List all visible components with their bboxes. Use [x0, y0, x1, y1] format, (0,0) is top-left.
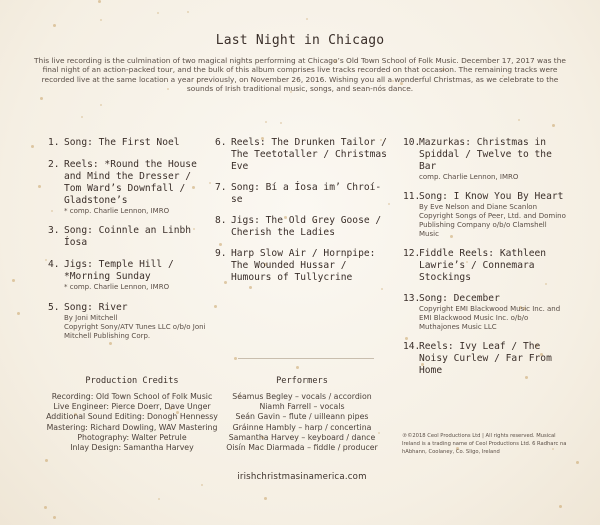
performer-line: Gráinne Hambly – harp / concertina [232, 422, 372, 432]
credit-line: Live Engineer: Pierce Doerr, Dave Unger [53, 402, 211, 412]
sparkle-dot [559, 505, 562, 508]
track-item [215, 137, 390, 173]
sparkle-dot [209, 182, 211, 184]
track-item [215, 248, 390, 284]
track-title: Jigs: Temple Hill / *Morning Sunday [64, 259, 174, 282]
track-note: Copyright EMI Blackwood Music Inc. and EMI Blackwood Music Inc. o/b/o Muthajones Music LLC [419, 305, 561, 331]
sparkle-dot [552, 124, 555, 127]
sparkle-dot [100, 104, 102, 106]
track-note: * comp. Charlie Lennon, IMRO [64, 207, 170, 215]
sparkle-dot [187, 11, 189, 13]
sparkle-dot [98, 0, 101, 3]
performer-line: Oisín Mac Diarmada – fiddle / producer [226, 443, 378, 453]
intro-paragraph: This live recording is the culmination of two magical nights performing at Chicago’s Old Town School of Folk Music. December 17, 2017 was the final night of an action-packed tour, and the bulk of this album comprises live tracks recorded on that occasion. The remaining tracks were recorded live at the same location a year previously, on November 26, 2016. Wishing you all a wonderful Christmas, as we celebrate to the sounds of Irish traditional music, songs, and sean-nós dance. [34, 56, 566, 94]
track-item [403, 341, 568, 377]
credit-line: Recording: Old Town School of Folk Music [51, 392, 213, 401]
credit-line: Mastering: Richard Dowling, WAV Mastering [46, 422, 218, 432]
track-note: By Joni Mitchell Copyright Sony/ATV Tunes LLC o/b/o Joni Mitchell Publishing Corp. [64, 314, 206, 340]
production-credits-heading: Production Credits [85, 376, 179, 386]
track-item [48, 137, 208, 149]
track-title: Song: The First Noel [64, 137, 180, 148]
track-title: Song: I Know You By Heart [419, 191, 564, 202]
sparkle-dot [53, 24, 56, 27]
track-item [48, 225, 208, 249]
sparkle-dot [81, 116, 83, 118]
track-title: Song: December [419, 293, 500, 304]
track-title: Reels: *Round the House and Mind the Dresser / Tom Ward’s Downfall / Gladstone’s [64, 159, 197, 206]
track-note: By Eve Nelson and Diane Scanlon Copyright Songs of Peer, Ltd. and Domino Publishing Company o/b/o Clamshell Music [419, 203, 566, 238]
track-title: Mazurkas: Christmas in Spiddal / Twelve to the Bar [419, 137, 552, 172]
sparkle-dot [31, 145, 34, 148]
track-title: Harp Slow Air / Hornpipe: The Wounded Hussar / Humours of Tullycrine [231, 248, 376, 283]
track-note: comp. Charlie Lennon, IMRO [419, 173, 519, 181]
track-note: * comp. Charlie Lennon, IMRO [64, 283, 170, 291]
sparkle-dot [158, 498, 160, 500]
track-title: Reels: Ivy Leaf / The Noisy Curlew / Far From Home [419, 341, 552, 376]
sparkle-dot [44, 506, 47, 509]
section-divider [238, 358, 374, 359]
tracklist-column-3 [403, 137, 568, 386]
album-title: Last Night in Chicago [215, 33, 385, 48]
track-number: 9. [215, 248, 227, 259]
track-item [48, 259, 208, 292]
track-item [403, 137, 568, 182]
sparkle-dot [306, 18, 308, 20]
sparkle-dot [201, 484, 203, 486]
sparkle-dot [45, 259, 47, 261]
sparkle-dot [40, 97, 43, 100]
sparkle-dot [518, 119, 520, 121]
sparkle-dot [265, 121, 267, 123]
track-title: Reels: The Drunken Tailor / The Teetotaller / Christmas Eve [231, 137, 387, 172]
track-number: 12. [403, 248, 421, 259]
track-number: 3. [48, 225, 60, 236]
sparkle-dot [12, 279, 15, 282]
credit-line: Photography: Walter Petrule [77, 432, 187, 442]
sparkle-dot [38, 185, 41, 188]
track-number: 14. [403, 341, 421, 352]
track-number: 10. [403, 137, 421, 148]
track-number: 11. [403, 191, 421, 202]
sparkle-dot [157, 12, 159, 14]
track-number: 7. [215, 182, 227, 193]
performers-heading: Performers [276, 376, 328, 386]
sparkle-dot [264, 497, 267, 500]
sparkle-dot [296, 366, 299, 369]
track-number: 8. [215, 215, 227, 226]
track-title: Song: Coinnle an Linbh Íosa [64, 225, 192, 248]
track-item [215, 182, 390, 206]
performers-list [222, 376, 382, 453]
performer-line: Samantha Harvey – keyboard / dance [228, 432, 376, 442]
credit-line: Inlay Design: Samantha Harvey [70, 443, 194, 453]
sparkle-dot [17, 312, 20, 315]
track-number: 1. [48, 137, 60, 148]
sparkle-dot [280, 122, 282, 124]
website-url: irishchristmasinamerica.com [237, 472, 367, 482]
copyright-notice: ℗©2018 Ceol Productions Ltd | All rights reserved. Musical Ireland is a trading name of Ceol Productions Ltd. 6 Radharc na hAbhann, Coolaney, Co. Sligo, Ireland [402, 433, 567, 455]
track-number: 4. [48, 259, 60, 270]
sparkle-dot [576, 461, 579, 464]
track-number: 5. [48, 302, 60, 313]
track-item [48, 302, 208, 341]
production-credits [28, 376, 236, 453]
sparkle-dot [45, 459, 48, 462]
track-item [48, 159, 208, 216]
track-title: Song: Bí a Íosa im’ Chroí-se [231, 182, 382, 205]
track-number: 2. [48, 159, 60, 170]
sparkle-dot [53, 516, 56, 519]
track-title: Jigs: The Old Grey Goose / Cherish the Ladies [231, 215, 382, 238]
track-item [215, 215, 390, 239]
track-item [403, 191, 568, 239]
performer-line: Séamus Begley – vocals / accordion [232, 392, 372, 401]
track-number: 13. [403, 293, 421, 304]
track-title: Fiddle Reels: Kathleen Lawrie’s / Connemara Stockings [419, 248, 547, 283]
track-item [403, 293, 568, 332]
sparkle-dot [234, 357, 237, 360]
track-title: Song: River [64, 302, 128, 313]
track-number: 6. [215, 137, 227, 148]
tracklist-column-2 [215, 137, 390, 293]
sparkle-dot [214, 305, 217, 308]
tracklist-column-1 [48, 137, 208, 350]
performer-line: Niamh Farrell – vocals [259, 402, 345, 412]
performer-line: Seán Gavin – flute / uilleann pipes [235, 412, 369, 422]
sparkle-dot [100, 19, 102, 21]
credit-line: Additional Sound Editing: Donogh Hennessy [46, 412, 218, 422]
track-item [403, 248, 568, 284]
